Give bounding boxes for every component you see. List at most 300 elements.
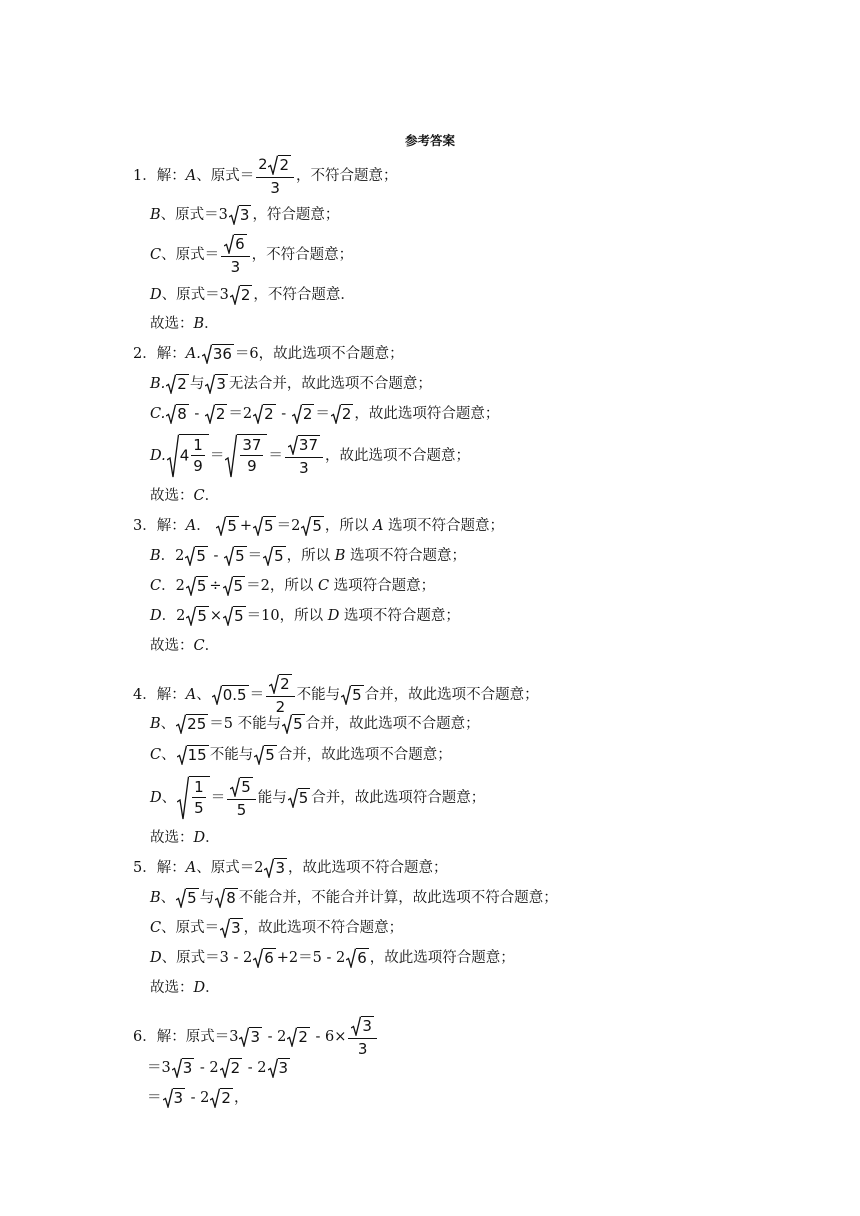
math-text: 、原式＝2 <box>196 860 264 876</box>
math-text: ＝ <box>147 1090 162 1106</box>
math-text: 合并，故此选项符合题意； <box>311 790 486 806</box>
square-root <box>212 685 249 705</box>
math-text: 3 <box>270 179 280 197</box>
radical-sign-icon <box>216 516 226 536</box>
math-text: × <box>209 608 223 624</box>
math-text: ，故此选项不符合题意； <box>243 920 404 936</box>
math-text: 5 <box>265 746 275 764</box>
square-root <box>239 1027 262 1047</box>
q2-line-c <box>150 404 499 424</box>
math-text: 2 <box>264 405 274 423</box>
math-text: A. <box>185 346 201 362</box>
square-root <box>185 546 208 566</box>
math-text: - <box>276 406 291 422</box>
math-text: 36 <box>212 345 232 363</box>
radical-sign-icon <box>292 404 302 424</box>
math-text: 0.5 <box>222 686 247 704</box>
question-number: 6． <box>133 1029 157 1045</box>
radical-sign-icon <box>220 918 230 938</box>
math-text: ＝5 不能与 <box>209 716 282 732</box>
radical-sign-icon <box>220 1058 230 1078</box>
math-text: ＝ <box>209 448 225 464</box>
radical-sign-icon <box>202 344 212 364</box>
math-text: 3 <box>216 375 226 393</box>
math-text: 解： <box>156 168 186 184</box>
math-text: 故选： <box>150 980 194 996</box>
square-root <box>292 404 315 424</box>
math-text: 故选： <box>150 638 194 654</box>
math-text: ，故此选项符合题意； <box>369 950 515 966</box>
math-text: C <box>150 920 162 936</box>
q4-answer <box>150 828 220 848</box>
math-text: B. <box>150 376 166 392</box>
math-text: 25 <box>187 715 207 733</box>
math-text: 5 <box>264 517 274 535</box>
q6-line-1 <box>133 1016 379 1058</box>
math-text: 37 <box>242 436 262 454</box>
q4-line-c <box>150 745 452 765</box>
math-text: ＝2 <box>276 518 301 534</box>
math-text: 2 <box>221 1089 231 1107</box>
q5-line-d <box>150 948 515 968</box>
radical-sign-icon <box>230 285 240 305</box>
math-text: ＝3 <box>147 1060 171 1076</box>
square-root <box>264 858 287 878</box>
square-root <box>224 546 247 566</box>
square-root <box>331 404 354 424</box>
math-text: ＝ <box>210 790 226 806</box>
math-text: 6 <box>235 235 245 253</box>
radical-sign-icon <box>301 516 311 536</box>
q5-line-c <box>150 918 403 938</box>
question-number: 5． <box>133 860 157 876</box>
radical-sign-icon <box>210 1088 220 1108</box>
radical-sign-icon <box>205 404 215 424</box>
fraction <box>192 778 206 817</box>
math-text: 5 <box>233 577 244 595</box>
math-text: 合并，故此选项不合题意； <box>277 747 452 763</box>
radical-sign-icon <box>223 606 233 626</box>
math-text: ，所以 <box>286 548 335 564</box>
radical-sign-icon <box>264 858 274 878</box>
math-text: ． <box>196 518 216 534</box>
q3-line-d <box>150 606 460 626</box>
math-text: 、原式＝ <box>161 920 220 936</box>
math-text: D <box>150 950 162 966</box>
math-text: ，符合题意； <box>252 207 340 223</box>
math-text: 8 <box>177 405 187 423</box>
math-text: 解： <box>156 518 186 534</box>
math-text: ．2 <box>160 548 185 564</box>
square-root <box>263 546 286 566</box>
q6-line-2 <box>147 1058 291 1078</box>
math-text: 5 <box>234 607 244 625</box>
q4-line-b <box>150 714 480 734</box>
math-text: ，故此选项不符合题意； <box>288 860 448 876</box>
math-text: 合并，故此选项不合题意； <box>364 687 539 703</box>
radical-sign-icon <box>205 374 215 394</box>
radical-sign-icon <box>268 1058 278 1078</box>
math-text: 、 <box>160 890 176 906</box>
square-root <box>177 776 210 820</box>
radical-sign-icon <box>167 434 179 478</box>
square-root <box>268 1058 291 1078</box>
square-root <box>177 745 209 765</box>
square-root <box>186 606 209 626</box>
radical-sign-icon <box>224 546 234 566</box>
math-text: - 2 <box>243 1060 267 1076</box>
math-text: B <box>150 716 161 732</box>
square-root <box>167 434 209 478</box>
math-text: 无法合并，故此选项不合题意； <box>228 376 432 392</box>
fraction <box>285 435 323 477</box>
fraction <box>191 436 205 475</box>
radical-sign-icon <box>253 404 263 424</box>
math-text: 2 <box>341 405 352 423</box>
square-root <box>253 948 276 968</box>
square-root <box>351 1016 374 1036</box>
math-text: ＝2 <box>228 406 253 422</box>
math-text: 合并，故此选项不合题意； <box>305 716 480 732</box>
math-text: D <box>150 287 162 303</box>
question-number: 4． <box>133 687 157 703</box>
math-text: 4 <box>179 446 190 465</box>
math-text: 3 <box>357 1040 368 1058</box>
math-text: - <box>189 406 204 422</box>
math-text: C. <box>150 406 166 422</box>
square-root <box>210 1088 233 1108</box>
radical-sign-icon <box>223 576 233 596</box>
math-text: A <box>185 518 197 534</box>
math-text: ． <box>205 830 220 846</box>
radical-sign-icon <box>163 1088 173 1108</box>
square-root <box>341 685 364 705</box>
math-text: 2 <box>215 405 226 423</box>
math-text: - 2 <box>195 1060 219 1076</box>
math-text: 2 <box>279 156 289 174</box>
square-root <box>220 918 243 938</box>
square-root <box>346 948 369 968</box>
math-text: C <box>150 578 162 594</box>
math-text: 3 <box>182 1059 193 1077</box>
square-root <box>216 516 239 536</box>
math-text: 2 <box>240 286 251 304</box>
square-root <box>166 374 189 394</box>
math-text: A <box>185 687 197 703</box>
math-text: 9 <box>247 457 257 475</box>
radical-sign-icon <box>176 714 186 734</box>
math-text: 5 <box>236 801 247 819</box>
math-text: B <box>150 207 161 223</box>
q5-line-a <box>133 858 448 878</box>
square-root <box>287 1027 310 1047</box>
square-root <box>268 155 291 175</box>
radical-sign-icon <box>351 1016 361 1036</box>
math-text: 解：原式＝3 <box>156 1029 239 1045</box>
square-root <box>172 1058 195 1078</box>
math-text: ．2 <box>161 608 186 624</box>
square-root <box>282 714 305 734</box>
square-root <box>186 576 209 596</box>
math-text: D <box>150 608 162 624</box>
math-text: 15 <box>187 746 207 764</box>
q4-line-d <box>150 776 485 820</box>
q4-line-a <box>133 674 539 716</box>
radical-sign-icon <box>253 948 263 968</box>
radical-sign-icon <box>185 546 195 566</box>
math-text: C <box>193 488 205 504</box>
q1-line-d <box>150 285 355 305</box>
math-text: A <box>372 518 384 534</box>
math-text: 故选： <box>150 488 194 504</box>
square-root <box>166 404 189 424</box>
radical-sign-icon <box>166 374 176 394</box>
square-root <box>215 888 238 908</box>
math-text: 2 <box>177 375 187 393</box>
math-text: ＝ <box>315 406 330 422</box>
math-text: 3 <box>173 1089 184 1107</box>
math-text: 、 <box>161 747 176 763</box>
math-text: D. <box>150 448 166 464</box>
math-text: 5 <box>194 799 204 817</box>
math-text: 、 <box>196 687 211 703</box>
math-text: ． <box>205 980 220 996</box>
square-root <box>254 745 277 765</box>
fraction <box>256 155 294 197</box>
math-text: 故选： <box>150 830 194 846</box>
square-root <box>176 714 208 734</box>
radical-sign-icon <box>166 404 176 424</box>
math-text: 5 <box>274 547 284 565</box>
math-text: ，不符合题意； <box>251 247 354 263</box>
page-title: 参考答案 <box>404 133 455 148</box>
math-text: + <box>239 518 253 534</box>
math-text: C <box>150 747 162 763</box>
math-text: 5 <box>196 547 206 565</box>
radical-sign-icon <box>253 516 263 536</box>
math-text: D <box>193 980 206 996</box>
math-text: 3 <box>299 459 309 477</box>
math-text: 2 <box>258 157 268 173</box>
q2-line-a <box>133 344 404 364</box>
radical-sign-icon <box>269 674 279 694</box>
math-text: ． <box>204 638 220 654</box>
math-text: 6 <box>357 949 367 967</box>
math-text: 2 <box>302 405 313 423</box>
math-text: 5 <box>196 577 207 595</box>
math-text: C <box>150 247 162 263</box>
math-text: ＝2，所以 <box>246 578 318 594</box>
math-text: D <box>193 830 206 846</box>
math-text: 2 <box>298 1028 308 1046</box>
math-text: 、原式＝3 <box>161 287 229 303</box>
radical-sign-icon <box>177 776 189 820</box>
math-text: ＝6，故此选项不合题意； <box>234 346 404 362</box>
math-text: +2＝5 - 2 <box>276 950 346 966</box>
radical-sign-icon <box>225 434 237 478</box>
radical-sign-icon <box>268 155 278 175</box>
math-text: 5 <box>312 517 322 535</box>
math-text: 9 <box>193 457 203 475</box>
square-root <box>205 404 228 424</box>
q2-line-b <box>150 374 432 394</box>
math-text: A <box>185 860 197 876</box>
math-text: C <box>317 578 330 594</box>
radical-sign-icon <box>282 714 292 734</box>
q3-line-c <box>150 576 435 596</box>
square-root <box>288 435 320 455</box>
radical-sign-icon <box>239 1027 249 1047</box>
math-text: 3 <box>362 1017 372 1035</box>
math-text: D <box>150 790 162 806</box>
question-number: 3． <box>133 518 157 534</box>
radical-sign-icon <box>172 1058 182 1078</box>
radical-sign-icon <box>254 745 264 765</box>
radical-sign-icon <box>212 685 222 705</box>
math-text: - 6× <box>310 1029 347 1045</box>
math-text: ． <box>204 316 219 332</box>
radical-sign-icon <box>331 404 341 424</box>
math-text: ＝ <box>249 687 265 703</box>
radical-sign-icon <box>288 788 298 808</box>
fraction <box>221 234 250 276</box>
math-text: - 2 <box>186 1090 210 1106</box>
radical-sign-icon <box>186 576 196 596</box>
math-text: 1 <box>193 436 203 454</box>
math-text: ＝ <box>247 548 263 564</box>
math-text: ，不符合题意． <box>253 287 355 303</box>
q5-answer <box>150 978 220 998</box>
math-text: 3 <box>250 1028 261 1046</box>
math-text: 、原式＝ <box>196 168 255 184</box>
math-text: A <box>185 168 197 184</box>
radical-sign-icon <box>230 777 240 797</box>
square-root <box>269 674 292 694</box>
q1-line-a <box>133 155 398 197</box>
square-root <box>163 1088 186 1108</box>
math-text: 、原式＝ <box>161 247 220 263</box>
square-root <box>229 205 252 225</box>
math-text: 3 <box>275 859 285 877</box>
math-text: 选项不符合题意； <box>339 608 460 624</box>
radical-sign-icon <box>263 546 273 566</box>
q3-answer <box>150 636 219 656</box>
math-text: 1 <box>194 778 204 796</box>
radical-sign-icon <box>288 435 298 455</box>
math-text: 5 <box>298 789 309 807</box>
square-root <box>223 606 246 626</box>
math-text: 5 <box>235 547 245 565</box>
q1-line-b <box>150 205 339 225</box>
radical-sign-icon <box>287 1027 297 1047</box>
math-text: 2 <box>280 675 290 693</box>
math-text: ， <box>233 1090 249 1106</box>
math-text: ． <box>204 488 220 504</box>
square-root <box>301 516 324 536</box>
square-root <box>230 777 253 797</box>
square-root <box>230 285 253 305</box>
math-text: 选项符合题意； <box>329 578 436 594</box>
square-root <box>205 374 228 394</box>
math-text: 3 <box>231 919 241 937</box>
square-root <box>224 234 247 254</box>
q5-line-b <box>150 888 558 908</box>
question-number: 1． <box>133 168 157 184</box>
math-text: 、原式＝3 <box>160 207 228 223</box>
math-text: C <box>193 638 205 654</box>
math-text: 3 <box>230 258 241 276</box>
math-text: 5 <box>293 715 303 733</box>
math-text: ，故此选项不合题意； <box>325 448 470 464</box>
math-text: 、 <box>160 716 176 732</box>
fraction <box>227 777 256 819</box>
math-text: 3 <box>239 206 250 224</box>
math-text: 选项不符合题意； <box>345 548 467 564</box>
math-text: B <box>150 548 161 564</box>
radical-sign-icon <box>186 606 196 626</box>
radical-sign-icon <box>229 205 239 225</box>
math-text: 选项不符合题意； <box>383 518 505 534</box>
math-text: 5 <box>352 686 362 704</box>
math-text: ，故此选项符合题意； <box>354 406 500 422</box>
radical-sign-icon <box>176 888 186 908</box>
q1-line-c <box>150 234 353 276</box>
square-root <box>253 404 276 424</box>
q6-line-3 <box>147 1088 248 1108</box>
math-text: 5 <box>187 889 197 907</box>
math-text: 解： <box>156 346 186 362</box>
math-text: 不能与 <box>209 747 254 763</box>
math-text: 5 <box>197 607 207 625</box>
fraction <box>266 674 295 716</box>
math-text: 解： <box>156 860 186 876</box>
math-text: ＝10，所以 <box>246 608 328 624</box>
math-text: B <box>334 548 346 564</box>
math-text: 3 <box>278 1059 289 1077</box>
math-text: 、原式＝3 - 2 <box>161 950 253 966</box>
math-text: 2 <box>275 698 286 716</box>
math-text: 37 <box>298 436 318 454</box>
q2-line-d <box>150 434 470 478</box>
radical-sign-icon <box>346 948 356 968</box>
math-text: ＝ <box>268 448 283 464</box>
math-text: D <box>327 608 340 624</box>
fraction <box>348 1016 377 1058</box>
math-text: 8 <box>226 889 236 907</box>
math-text: 故选： <box>150 316 194 332</box>
radical-sign-icon <box>177 745 187 765</box>
radical-sign-icon <box>341 685 351 705</box>
math-text: 与 <box>199 890 215 906</box>
math-text: 解： <box>156 687 186 703</box>
math-text: 5 <box>241 778 251 796</box>
math-text: ，不符合题意； <box>296 168 398 184</box>
square-root <box>202 344 234 364</box>
math-text: 、 <box>161 790 177 806</box>
q2-answer <box>150 486 219 506</box>
math-text: 不能合并，不能合并计算，故此选项不符合题意； <box>238 890 558 906</box>
fraction <box>240 436 263 475</box>
math-text: - 2 <box>263 1029 287 1045</box>
math-text: - <box>208 548 224 564</box>
math-text: ．2 <box>161 578 185 594</box>
q1-answer <box>150 314 219 334</box>
radical-sign-icon <box>224 234 234 254</box>
square-root <box>176 888 199 908</box>
square-root <box>220 1058 243 1078</box>
square-root <box>225 434 267 478</box>
math-text: B <box>193 316 205 332</box>
